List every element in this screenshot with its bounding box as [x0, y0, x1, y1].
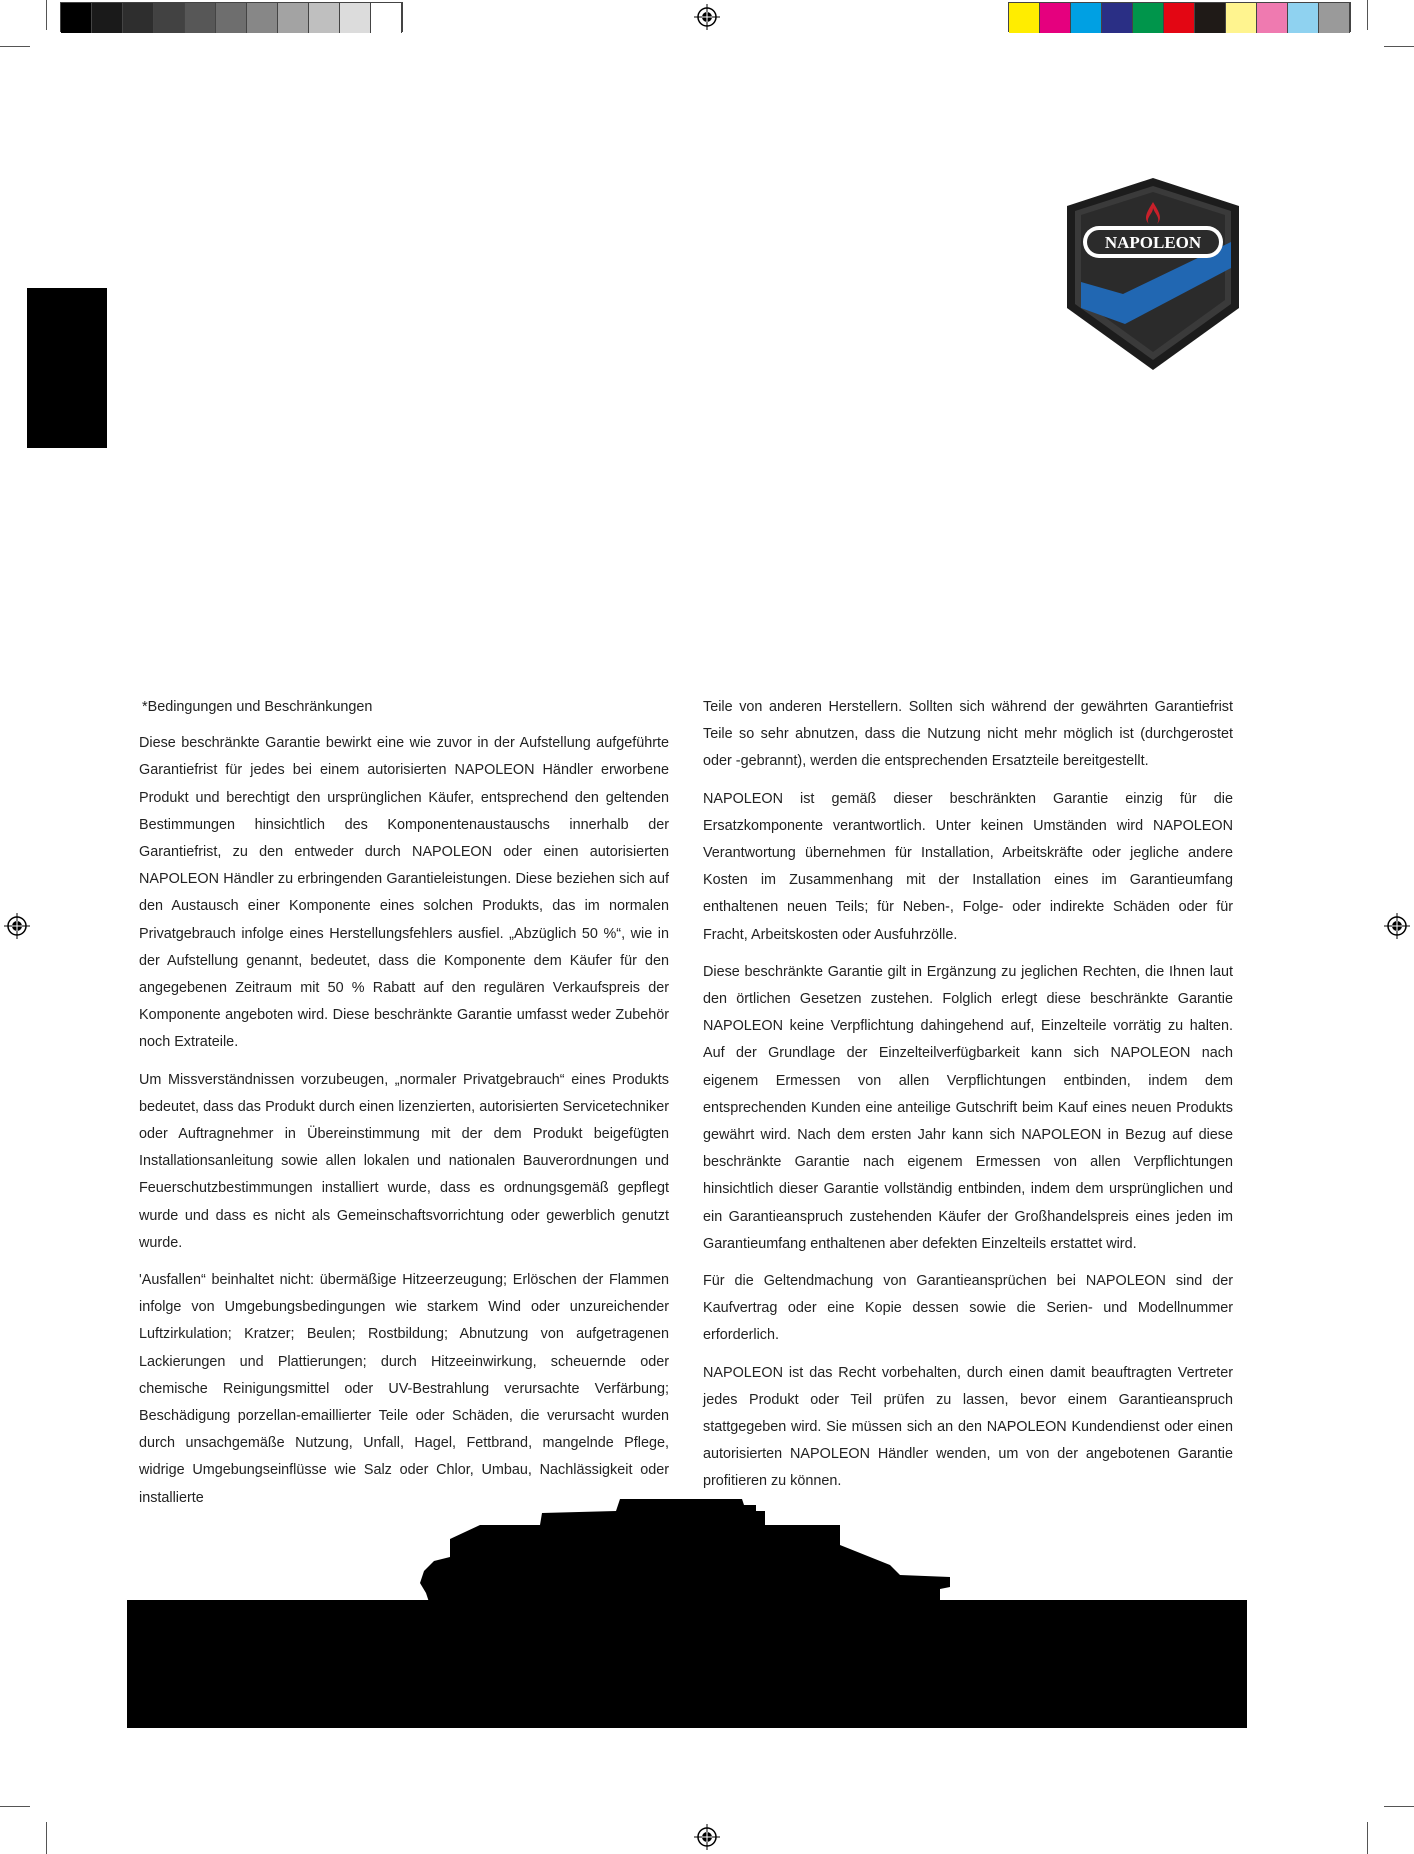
registration-mark-icon [694, 1824, 720, 1850]
color-swatch-7 [1195, 3, 1226, 33]
right-paragraph-3: Diese beschränkte Garantie gilt in Ergänzung zu jeglichen Rechten, die Ihnen laut den örtlichen Gesetzen zustehen. Folglich erlegt diese beschränkte Garantie NAPOLEON keine Verpflichtung dahingehend auf, Einzelteile vorrätig zu halten. Auf der Grundlage der Einzelteilverfügbarkeit kann sich NAPOLEON nach eigenem Ermessen von allen Verpflichtungen entbinden, indem dem entsprechenden Kunden eine anteilige Gutschrift beim Kauf eines neuen Produkts gewährt wird. Nach dem ersten Jahr kann sich NAPOLEON in Bezug auf diese beschränkte Garantie nach eigenem Ermessen von allen Verpflichtungen hinsichtlich dieser Garantie vollständig entbinden, indem dem ursprünglichen und ein Garantieanspruch zustehenden Käufer der Großhandelspreis eines jeden im Garantieumfang enthaltenen aber defekten Einzelteils erstattet wird. [703, 963, 1233, 1252]
grill-silhouette-icon [420, 1495, 950, 1605]
right-paragraph-2: NAPOLEON ist gemäß dieser beschränkten Garantie einzig für die Ersatzkomponente verantwortlich. Unter keinen Umständen wird NAPOLEON Verantwortung übernehmen für Installation, Arbeitskräfte oder jegliche andere Kosten im Zusammenhang mit der Installation eines im Garantieumfang enthaltenen neuen Teils; für Neben-, Folge- oder indirekte Schäden oder für Fracht, Arbeitskosten oder Ausfuhrzölle. [703, 790, 1233, 943]
registration-mark-icon [1384, 913, 1410, 939]
color-swatch-1 [1009, 3, 1040, 33]
gray-swatch-11 [371, 3, 402, 33]
color-swatch-11 [1319, 3, 1350, 33]
gray-swatch-7 [247, 3, 278, 33]
crop-mark [46, 1822, 47, 1854]
napoleon-shield-logo [1063, 176, 1243, 372]
right-text-column [703, 694, 1233, 1506]
left-paragraph-1: Diese beschränkte Garantie bewirkt eine wie zuvor in der Aufstellung aufgeführte Garantiefrist für jedes bei einem autorisierten NAPOLEON Händler erworbene Produkt und berechtigt den ursprünglichen Käufer, entsprechend den geltenden Bestimmungen hinsichtlich des Komponentenaustauschs innerhalb der Garantiefrist, zu den entweder durch NAPOLEON oder einen autorisierten NAPOLEON Händler zu erbringenden Garantieleistungen. Diese beziehen sich auf den Austausch einer Komponente eines solchen Produkts, das im normalen Privatgebrauch infolge eines Herstellungsfehlers ausfiel. „Abzüglich 50 %“, wie in der Aufstellung genannt, bedeutet, dass die Komponente dem Käufer für den angegebenen Zeitraum mit 50 % Rabatt auf den regulären Verkaufspreis der Komponente angeboten wird. Diese beschränkte Garantie umfasst weder Zubehör noch Extrateile. [139, 735, 669, 1051]
gray-swatch-3 [123, 3, 154, 33]
gray-swatch-4 [154, 3, 185, 33]
conditions-heading: *Bedingungen und Beschränkungen [142, 699, 373, 715]
color-swatch-3 [1071, 3, 1102, 33]
crop-mark [1384, 1806, 1414, 1807]
color-swatch-8 [1226, 3, 1257, 33]
process-color-bar [1008, 2, 1351, 32]
gray-swatch-5 [185, 3, 216, 33]
logo-brand-text: NAPOLEON [1104, 233, 1202, 252]
crop-mark [46, 0, 47, 30]
left-paragraph-2: Um Missverständnissen vorzubeugen, „normaler Privatgebrauch“ eines Produkts bedeutet, dass das Produkt durch einen lizenzierten, autorisierten Servicetechniker oder Auftragnehmer in Übereinstimmung mit der dem Produkt beigefügten Installationsanleitung sowie allen lokalen und nationalen Bauverordnungen und Feuerschutzbestimmungen installiert wurde, dass es ordnungsgemäß gepflegt wurde und dass es nicht als Gemeinschaftsvorrichtung oder gewerblich genutzt wurde. [139, 1071, 669, 1251]
registration-mark-icon [4, 913, 30, 939]
gray-swatch-9 [309, 3, 340, 33]
color-swatch-2 [1040, 3, 1071, 33]
crop-mark [0, 46, 30, 47]
side-section-tab [27, 288, 107, 448]
gray-swatch-1 [61, 3, 92, 33]
left-text-column [139, 694, 669, 1522]
footer-black-band [127, 1600, 1247, 1728]
grayscale-color-bar [60, 2, 403, 32]
right-paragraph-1: Teile von anderen Herstellern. Sollten sich während der gewährten Garantiefrist Teile so sehr abnutzen, dass die Nutzung nicht mehr möglich ist (durchgerostet oder -gebrannt), werden die entsprechenden Ersatzteile bereitgestellt. [703, 699, 1233, 770]
crop-mark [0, 1806, 30, 1807]
right-paragraph-4: Für die Geltendmachung von Garantieansprüchen bei NAPOLEON sind der Kaufvertrag oder eine Kopie dessen sowie die Serien- und Modellnummer erforderlich. [703, 1273, 1233, 1344]
left-paragraph-3: 'Ausfallen“ beinhaltet nicht: übermäßige Hitzeerzeugung; Erlöschen der Flammen infolge von Umgebungsbedingungen wie starkem Wind oder unzureichender Luftzirkulation; Kratzer; Beulen; Rostbildung; Abnutzung von aufgetragenen Lackierungen und Plattierungen; durch Hitzeeinwirkung, scheuernde oder chemische Reinigungsmittel oder UV-Bestrahlung verursachte Verfärbung; Beschädigung porzellan-emaillierter Teile oder Schäden, die verursacht wurden durch unsachgemäße Nutzung, Unfall, Hagel, Fettbrand, mangelnde Pflege, widrige Umgebungseinflüsse wie Salz oder Chlor, Umbau, Nachlässigkeit oder installierte [139, 1272, 669, 1506]
color-swatch-4 [1102, 3, 1133, 33]
gray-swatch-10 [340, 3, 371, 33]
gray-swatch-8 [278, 3, 309, 33]
gray-swatch-6 [216, 3, 247, 33]
right-paragraph-5: NAPOLEON ist das Recht vorbehalten, durch einen damit beauftragten Vertreter jedes Produkt oder Teil prüfen zu lassen, bevor einem Garantieanspruch stattgegeben wird. Sie müssen sich an den NAPOLEON Kundendienst oder einen autorisierten NAPOLEON Händler wenden, um von der angebotenen Garantie profitieren zu können. [703, 1364, 1233, 1490]
registration-mark-icon [694, 4, 720, 30]
color-swatch-5 [1133, 3, 1164, 33]
color-swatch-6 [1164, 3, 1195, 33]
gray-swatch-2 [92, 3, 123, 33]
crop-mark [1367, 0, 1368, 30]
color-swatch-10 [1288, 3, 1319, 33]
crop-mark [1384, 46, 1414, 47]
color-swatch-9 [1257, 3, 1288, 33]
crop-mark [1367, 1822, 1368, 1854]
